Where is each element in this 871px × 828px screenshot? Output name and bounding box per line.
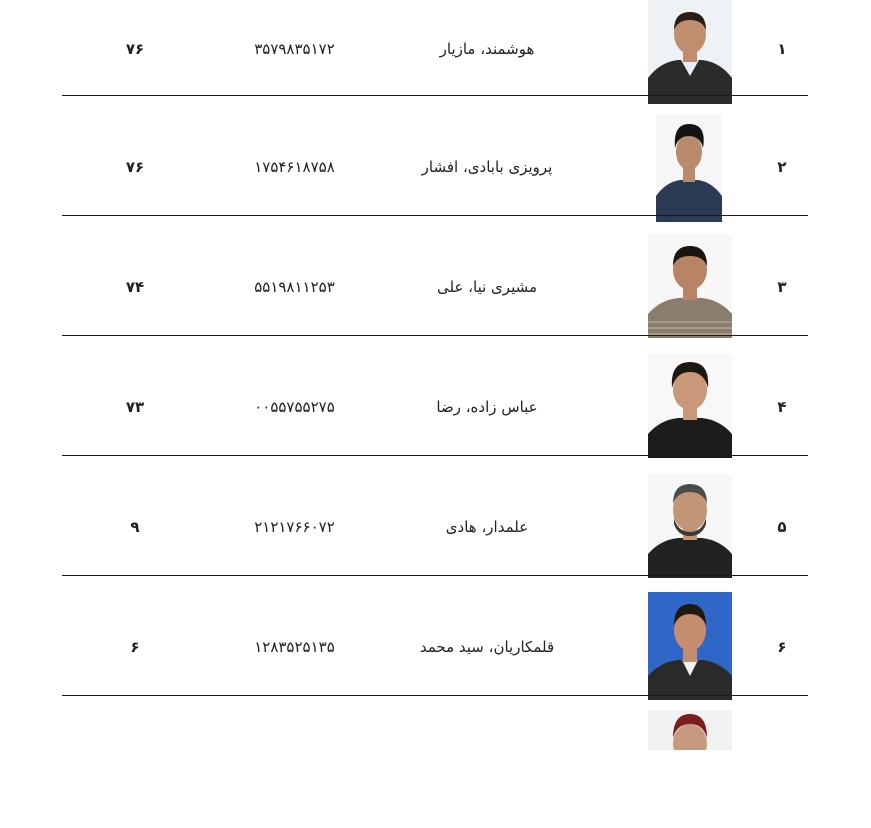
photo-shirt	[648, 538, 732, 578]
national-id: ۱۷۵۴۶۱۸۷۵۸	[254, 158, 335, 176]
portrait-photo	[648, 474, 732, 578]
national-id: ۳۵۷۹۸۳۵۱۷۲	[254, 40, 335, 58]
row-index: ۴	[777, 398, 787, 416]
national-id: ۵۵۱۹۸۱۱۲۵۳	[254, 278, 335, 296]
row-index: ۱	[777, 40, 787, 58]
table-row	[62, 468, 808, 588]
score: ۶	[130, 638, 140, 656]
national-id: ۰۰۵۵۷۵۵۲۷۵	[254, 398, 335, 416]
table-row	[62, 348, 808, 468]
table-row	[62, 228, 808, 348]
table-row	[62, 108, 808, 228]
table-row	[62, 0, 808, 108]
portrait-photo	[656, 114, 722, 222]
portrait-photo	[648, 710, 732, 750]
score: ۷۶	[125, 158, 145, 176]
portrait-photo	[648, 592, 732, 700]
table-row	[62, 588, 808, 708]
row-divider	[62, 455, 808, 456]
row-divider	[62, 95, 808, 96]
candidate-name: مشیری نیا، علی	[436, 278, 538, 296]
row-index: ۳	[777, 278, 787, 296]
portrait-photo	[648, 234, 732, 338]
score: ۷۶	[125, 40, 145, 58]
photo-face	[676, 134, 702, 170]
row-divider	[62, 335, 808, 336]
national-id: ۲۱۲۱۷۶۶۰۷۲	[254, 518, 335, 536]
candidate-name: علمدار، هادی	[445, 518, 529, 536]
row-divider	[62, 215, 808, 216]
candidate-name: عباس زاده، رضا	[436, 398, 538, 416]
score: ۹	[130, 518, 140, 536]
candidate-name: هوشمند، مازیار	[439, 40, 535, 58]
row-index: ۵	[777, 518, 787, 536]
photo-shirt	[648, 418, 732, 458]
candidate-name: پرویزی بابادی، افشار	[421, 158, 553, 176]
candidate-name: قلمکاریان، سید محمد	[419, 638, 555, 656]
photo-shirt	[648, 298, 732, 338]
row-index: ۶	[777, 638, 787, 656]
score: ۷۳	[125, 398, 145, 416]
table-row	[62, 708, 808, 828]
national-id: ۱۲۸۳۵۲۵۱۳۵	[254, 638, 335, 656]
row-index: ۲	[777, 158, 787, 176]
portrait-photo	[648, 0, 732, 104]
score: ۷۴	[125, 278, 145, 296]
portrait-photo	[648, 354, 732, 458]
row-divider	[62, 575, 808, 576]
row-divider	[62, 695, 808, 696]
